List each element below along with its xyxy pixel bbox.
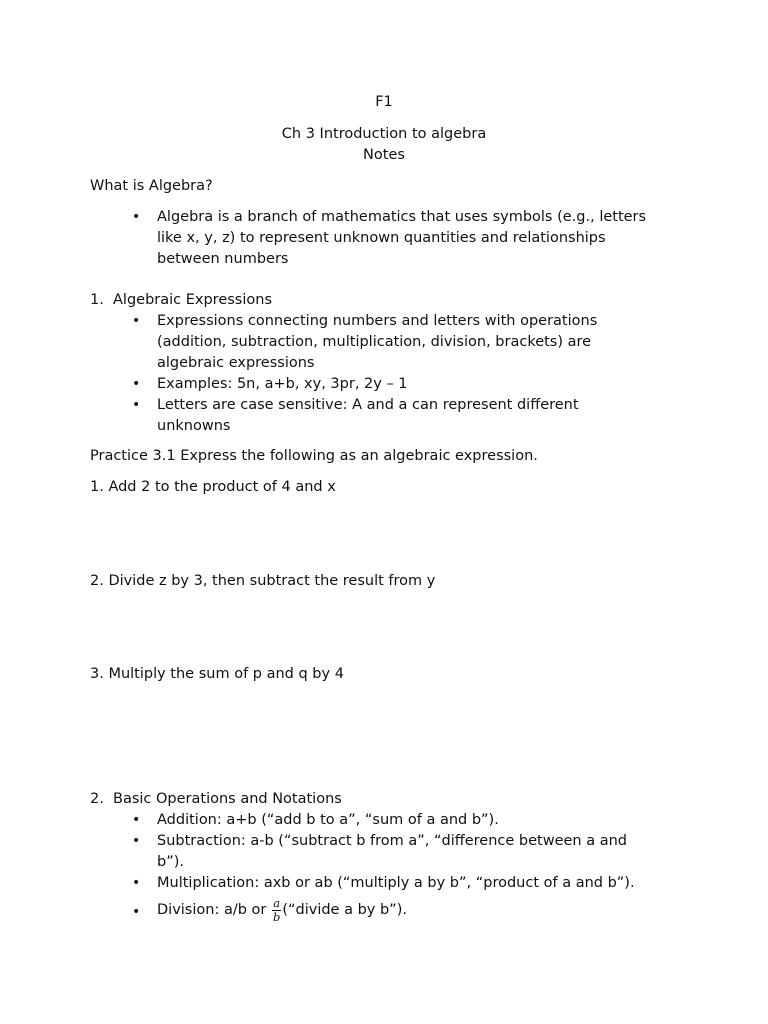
bullet-text-line: b”). [157,854,184,870]
bullet-text-line: algebraic expressions [157,355,315,371]
practice-question: 1. Add 2 to the product of 4 and x [90,479,336,495]
section-number: 1. [90,292,104,308]
section-title: Basic Operations and Notations [113,791,342,807]
bullet-text-line: (addition, subtraction, multiplication, division, brackets) are [157,334,592,350]
bullet-icon: • [132,833,141,849]
fraction-denominator: b [272,909,281,924]
section-title: Algebraic Expressions [113,292,272,308]
bullet-text-line: unknowns [157,418,231,434]
bullet-icon: • [132,904,141,920]
bullet-icon: • [132,397,141,413]
division-suffix: (“divide a by b”). [282,902,407,918]
bullet-text-line: Subtraction: a-b (“subtract b from a”, “difference between a and [157,833,627,849]
practice-title: Practice 3.1 Express the following as an algebraic expression. [90,448,538,464]
bullet-text-line: Examples: 5n, a+b, xy, 3pr, 2y – 1 [157,376,408,392]
bullet-text-line: Addition: a+b (“add b to a”, “sum of a and b”). [157,812,499,828]
bullet-text-line: Expressions connecting numbers and letters with operations [157,313,598,329]
bullet-icon: • [132,376,141,392]
division-line [157,895,407,925]
document-code: F1 [375,94,393,110]
division-prefix: Division: a/b or [157,902,271,918]
fraction [272,897,281,924]
bullet-text-line: like x, y, z) to represent unknown quantities and relationships [157,230,606,246]
document-subtitle: Notes [363,147,405,163]
bullet-text-line: between numbers [157,251,289,267]
bullet-text-line: Multiplication: axb or ab (“multiply a by b”, “product of a and b”). [157,875,635,891]
bullet-icon: • [132,313,141,329]
bullet-text-line: Algebra is a branch of mathematics that uses symbols (e.g., letters [157,209,647,225]
bullet-icon: • [132,209,141,225]
practice-question: 3. Multiply the sum of p and q by 4 [90,666,344,682]
section-number: 2. [90,791,104,807]
document-title: Ch 3 Introduction to algebra [281,126,487,142]
fraction-numerator: a [273,895,281,910]
practice-question: 2. Divide z by 3, then subtract the result from y [90,573,436,589]
bullet-icon: • [132,812,141,828]
intro-heading: What is Algebra? [90,178,213,194]
bullet-text-line: Letters are case sensitive: A and a can represent different [157,397,579,413]
bullet-icon: • [132,875,141,891]
